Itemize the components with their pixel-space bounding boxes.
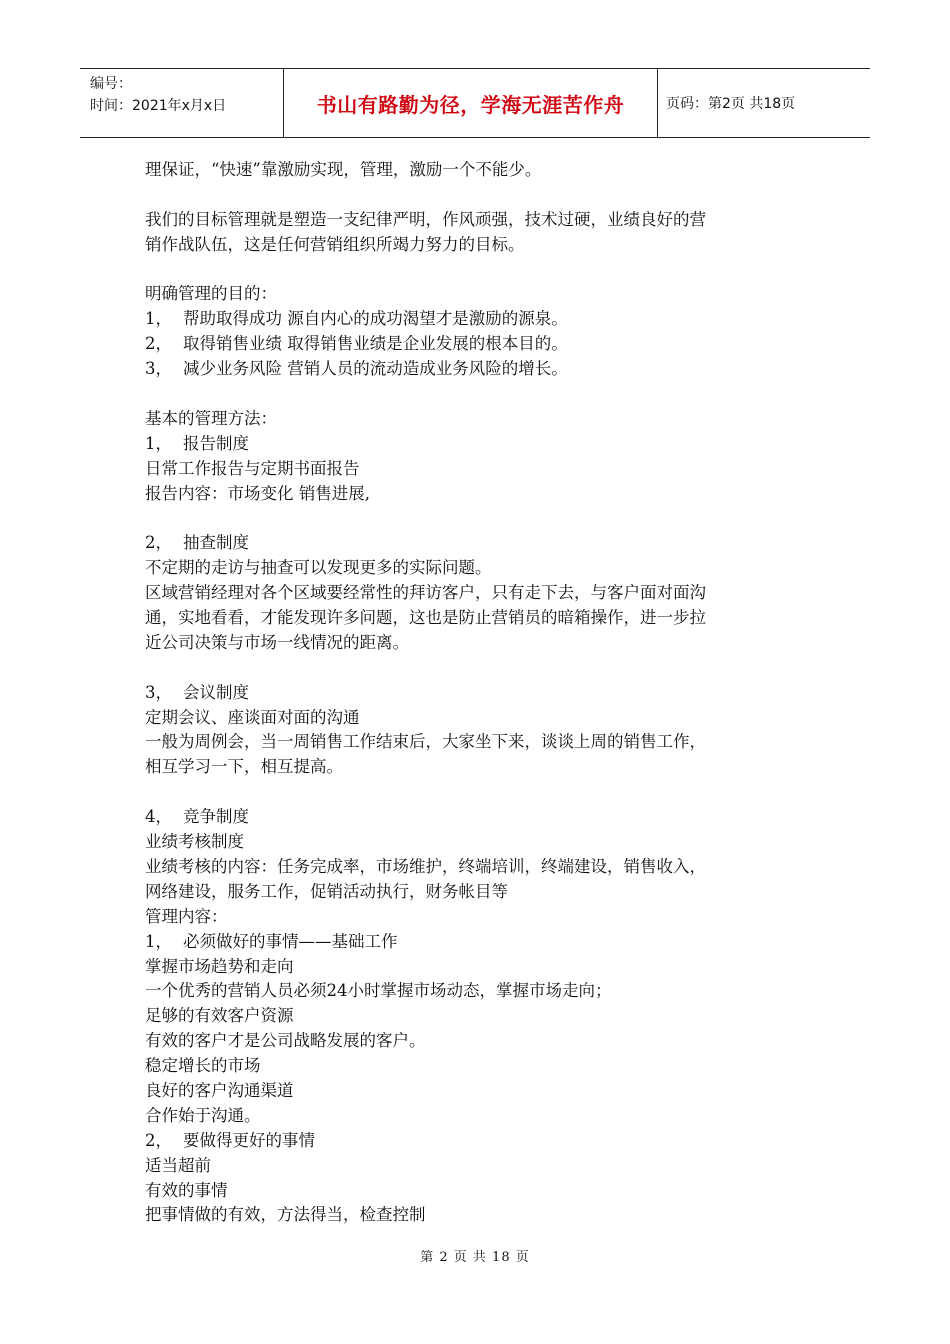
list-item <box>145 805 815 830</box>
header-meta <box>80 69 283 137</box>
page-footer: 第 2 页 共 18 页 <box>420 1250 530 1265</box>
list-number: 1， <box>145 433 172 453</box>
list-number: 2， <box>145 1130 172 1150</box>
paragraph-line: 定期会议、座谈面对面的沟通 <box>145 707 360 727</box>
paragraph-line: 有效的事情 <box>145 1180 228 1200</box>
list-item <box>145 531 815 556</box>
paragraph-line: 相互学习一下，相互提高。 <box>145 757 343 777</box>
section-heading: 基本的管理方法： <box>145 408 277 428</box>
paragraph-line: 稳定增长的市场 <box>145 1056 261 1076</box>
list-number: 2， <box>145 334 172 354</box>
paragraph-line: 掌握市场趋势和走向 <box>145 956 294 976</box>
paragraph-line: 管理内容： <box>145 906 228 926</box>
paragraph-line: 通，实地看看，才能发现许多问题，这也是防止营销员的暗箱操作，进一步拉 <box>145 608 706 628</box>
list-text: 帮助取得成功 源自内心的成功渴望才是激励的源泉。 <box>183 309 568 329</box>
paragraph-line: 区域营销经理对各个区域要经常性的拜访客户，只有走下去，与客户面对面沟 <box>145 583 706 603</box>
list-text: 要做得更好的事情 <box>183 1130 315 1150</box>
paragraph-line: 有效的客户才是公司战略发展的客户。 <box>145 1031 426 1051</box>
list-item <box>145 357 815 382</box>
list-text: 竞争制度 <box>183 807 249 827</box>
paragraph-line: 网络建设，服务工作，促销活动执行，财务帐目等 <box>145 881 508 901</box>
list-text: 取得销售业绩 取得销售业绩是企业发展的根本目的。 <box>183 334 568 354</box>
paragraph-line: 适当超前 <box>145 1155 211 1175</box>
paragraph-line: 合作始于沟通。 <box>145 1105 261 1125</box>
paragraph-line: 业绩考核的内容：任务完成率，市场维护，终端培训，终端建设，销售收入， <box>145 856 706 876</box>
list-text: 抽查制度 <box>183 533 249 553</box>
list-item <box>145 332 815 357</box>
paragraph-line: 一般为周例会，当一周销售工作结束后，大家坐下来，谈谈上周的销售工作， <box>145 732 706 752</box>
document-body <box>145 158 815 1228</box>
code-label: 编号： <box>90 76 132 92</box>
list-text: 减少业务风险 营销人员的流动造成业务风险的增长。 <box>183 359 568 379</box>
list-item <box>145 1129 815 1154</box>
date-label: 时间：2021年x月x日 <box>90 98 227 114</box>
list-text: 会议制度 <box>183 682 249 702</box>
paragraph-line: 一个优秀的营销人员必须24小时掌握市场动态，掌握市场走向； <box>145 981 612 1001</box>
paragraph-line: 足够的有效客户资源 <box>145 1006 294 1026</box>
paragraph-line: 业绩考核制度 <box>145 832 244 852</box>
list-number: 2， <box>145 533 172 553</box>
list-number: 3， <box>145 359 172 379</box>
header-page-number: 页码：第2页 共18页 <box>666 96 796 112</box>
list-item <box>145 307 815 332</box>
page-header <box>80 68 870 138</box>
section-heading: 明确管理的目的： <box>145 284 277 304</box>
list-item <box>145 681 815 706</box>
paragraph-line: 销作战队伍，这是任何营销组织所竭力努力的目标。 <box>145 234 525 254</box>
list-item <box>145 930 815 955</box>
header-motto: 书山有路勤为径，学海无涯苦作舟 <box>283 69 658 137</box>
paragraph-line: 良好的客户沟通渠道 <box>145 1080 294 1100</box>
paragraph-line: 我们的目标管理就是塑造一支纪律严明，作风顽强，技术过硬，业绩良好的营 <box>145 209 706 229</box>
list-number: 1， <box>145 931 172 951</box>
paragraph-line: 把事情做的有效，方法得当，检查控制 <box>145 1205 426 1225</box>
paragraph-line: 日常工作报告与定期书面报告 <box>145 458 360 478</box>
paragraph-line: 不定期的走访与抽查可以发现更多的实际问题。 <box>145 558 492 578</box>
list-number: 4， <box>145 807 172 827</box>
paragraph-line: 理保证，“快速”靠激励实现，管理，激励一个不能少。 <box>145 160 542 179</box>
list-number: 1， <box>145 309 172 329</box>
paragraph-line: 报告内容：市场变化 销售进展, <box>145 483 370 503</box>
list-text: 报告制度 <box>183 433 249 453</box>
list-item <box>145 432 815 457</box>
list-number: 3， <box>145 682 172 702</box>
list-text: 必须做好的事情——基础工作 <box>183 931 398 951</box>
paragraph-line: 近公司决策与市场一线情况的距离。 <box>145 632 409 652</box>
